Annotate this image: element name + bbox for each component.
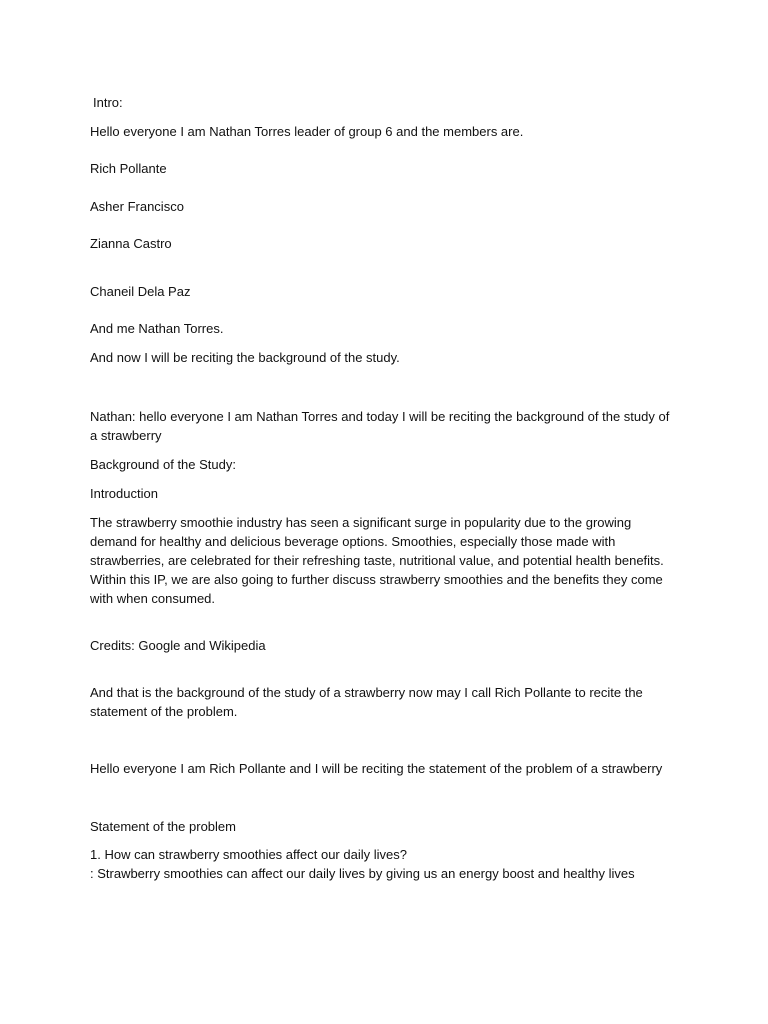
member-name: Asher Francisco xyxy=(90,199,184,214)
intro-heading: Intro: xyxy=(93,95,123,110)
greeting-line: Hello everyone I am Nathan Torres leader of group 6 and the members are. xyxy=(90,124,524,139)
member-name: Chaneil Dela Paz xyxy=(90,284,191,299)
answer-1: : Strawberry smoothies can affect our daily lives by giving us an energy boost and healthy lives xyxy=(90,866,635,881)
question-1: 1. How can strawberry smoothies affect our daily lives? xyxy=(90,847,407,862)
introduction-heading: Introduction xyxy=(90,486,158,501)
member-name: Rich Pollante xyxy=(90,161,167,176)
statement-heading: Statement of the problem xyxy=(90,819,236,834)
introduction-paragraph: The strawberry smoothie industry has seen a significant surge in popularity due to the growing demand for healthy and delicious beverage options. Smoothies, especially those made with strawberries, are celebrated for their refreshing taste, nutritional value, and potential health benefits. Within this IP, we are also going to further discuss strawberry smoothies and the benefits they come with when consumed. xyxy=(90,515,664,606)
transition-line: And now I will be reciting the background of the study. xyxy=(90,350,400,365)
background-heading: Background of the Study: xyxy=(90,457,236,472)
nathan-intro-paragraph: Nathan: hello everyone I am Nathan Torres and today I will be reciting the background of the study of a strawberry xyxy=(90,409,670,443)
handoff-paragraph: And that is the background of the study of a strawberry now may I call Rich Pollante to recite the statement of the problem. xyxy=(90,685,643,719)
and-me-line: And me Nathan Torres. xyxy=(90,321,224,336)
credits-line: Credits: Google and Wikipedia xyxy=(90,638,266,653)
member-name: Zianna Castro xyxy=(90,236,172,251)
rich-intro-line: Hello everyone I am Rich Pollante and I will be reciting the statement of the problem of a strawberry xyxy=(90,761,663,776)
